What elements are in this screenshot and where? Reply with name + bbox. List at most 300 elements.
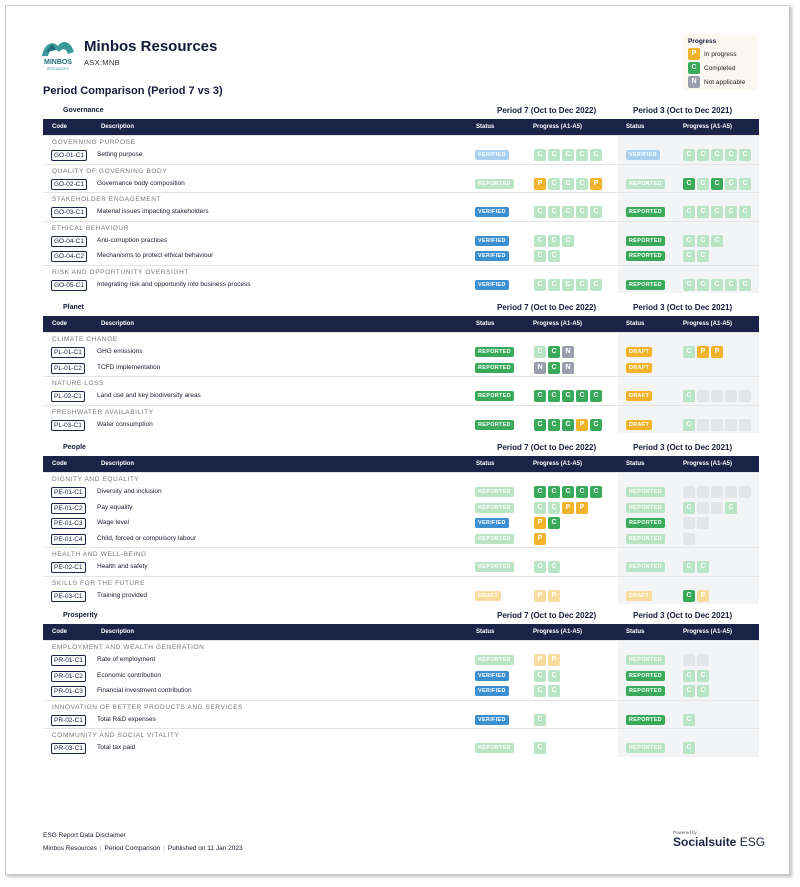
indicator-description: TCFD implementation <box>97 363 161 371</box>
brand-suffix: ESG <box>739 835 766 849</box>
column-header-progress: Progress (A1-A5) <box>533 629 583 635</box>
progress-period7 <box>534 654 562 666</box>
report-title: Period Comparison (Period 7 vs 3) <box>43 85 223 97</box>
footer-company: Minbos Resources <box>43 845 97 852</box>
group-label: HEALTH AND WELL-BEING <box>52 551 147 558</box>
period3-completed-pill: C <box>697 670 709 682</box>
section-people <box>43 442 759 604</box>
table-row[interactable] <box>43 560 759 576</box>
progress-period7 <box>534 502 590 514</box>
section-governance <box>43 105 759 293</box>
period3-completed-pill: C <box>683 390 695 402</box>
period7-completed-pill: C <box>548 235 560 247</box>
status-badge-period3: REPORTED <box>626 503 665 513</box>
period7-in-progress-pill: P <box>534 590 546 602</box>
period7-completed-pill: C <box>576 206 588 218</box>
period7-completed-pill: C <box>576 390 588 402</box>
footer-report: Period Comparison <box>104 845 161 852</box>
status-badge-period7: VERIFIED <box>475 280 509 290</box>
legend-label: Completed <box>704 64 736 72</box>
table-row[interactable] <box>43 669 759 685</box>
period7-completed-pill: C <box>562 279 574 291</box>
progress-period7 <box>534 390 604 402</box>
progress-period7 <box>534 714 548 726</box>
status-badge-period3: DRAFT <box>626 591 652 601</box>
period7-completed-pill: C <box>534 250 546 262</box>
period3-completed-pill: C <box>683 250 695 262</box>
indicator-code[interactable]: PL-01-C2 <box>51 363 85 374</box>
indicator-code[interactable]: PE-03-C1 <box>51 591 86 602</box>
indicator-description: Child, forced or compulsory labour <box>97 534 196 542</box>
group-label: EMPLOYMENT AND WEALTH GENERATION <box>52 644 205 651</box>
period7-completed-pill: C <box>534 670 546 682</box>
period3-completed-pill: C <box>683 502 695 514</box>
status-badge-period3: REPORTED <box>626 236 665 246</box>
progress-period7 <box>534 561 562 573</box>
column-header-row <box>43 456 759 472</box>
period3-empty-pill <box>697 517 709 529</box>
group-label: COMMUNITY AND SOCIAL VITALITY <box>52 732 180 739</box>
period3-empty-pill <box>683 654 695 666</box>
section-head <box>43 302 759 316</box>
period7-completed-pill: C <box>562 419 574 431</box>
period7-label: Period 7 (Oct to Dec 2022) <box>497 611 597 620</box>
period3-empty-pill <box>711 486 723 498</box>
indicator-group <box>43 376 759 405</box>
period7-label: Period 7 (Oct to Dec 2022) <box>497 106 597 115</box>
table-row[interactable] <box>43 418 759 434</box>
table-row[interactable] <box>43 684 759 700</box>
period7-completed-pill: C <box>534 390 546 402</box>
section-body <box>43 135 759 293</box>
indicator-description: Wage level <box>97 519 129 526</box>
table-row[interactable] <box>43 278 759 294</box>
period7-in-progress-pill: P <box>576 419 588 431</box>
indicator-code[interactable]: GO-05-C1 <box>51 280 87 291</box>
period3-empty-pill <box>711 419 723 431</box>
legend-item-not-applicable <box>688 75 752 89</box>
period7-completed-pill: C <box>590 419 602 431</box>
group-label: CLIMATE CHANGE <box>52 336 118 343</box>
column-header-description: Description <box>101 629 135 635</box>
table-row[interactable] <box>43 741 759 757</box>
progress-period3 <box>683 517 711 529</box>
indicator-code[interactable]: GO-02-C1 <box>51 179 87 190</box>
period7-completed-pill: C <box>562 149 574 161</box>
indicator-code[interactable]: PL-02-C1 <box>51 391 85 402</box>
table-row[interactable] <box>43 713 759 729</box>
status-badge-period3: REPORTED <box>626 655 665 665</box>
period7-in-progress-pill: P <box>590 178 602 190</box>
column-header-description: Description <box>101 124 135 130</box>
period7-label: Period 7 (Oct to Dec 2022) <box>497 443 597 452</box>
section-name: Governance <box>63 107 104 114</box>
period7-completed-pill: C <box>562 206 574 218</box>
status-badge-period3: REPORTED <box>626 671 665 681</box>
period7-completed-pill: C <box>548 685 560 697</box>
period3-completed-pill: C <box>697 149 709 161</box>
period3-empty-pill <box>739 486 751 498</box>
progress-period3 <box>683 390 753 402</box>
period7-completed-pill: C <box>590 206 602 218</box>
indicator-description: Water consumption <box>97 420 153 428</box>
period3-empty-pill <box>697 486 709 498</box>
indicator-description: Total tax paid <box>97 744 136 751</box>
legend-item-in-progress <box>688 47 752 61</box>
brand-name: Socialsuite <box>673 835 737 849</box>
group-label: SKILLS FOR THE FUTURE <box>52 579 146 587</box>
table-row[interactable] <box>43 532 759 548</box>
period3-in-progress-pill: P <box>697 590 709 602</box>
period7-not-applicable-pill: N <box>562 362 574 374</box>
progress-period3 <box>683 670 711 682</box>
footer-published: Published on 11 Jan 2023 <box>167 845 243 852</box>
period7-completed-pill: C <box>548 346 560 358</box>
powered-by-label: Powered by <box>673 830 697 835</box>
indicator-code[interactable]: PR-01-C2 <box>51 671 86 682</box>
status-badge-period3: DRAFT <box>626 347 652 357</box>
progress-period7 <box>534 742 548 754</box>
period3-empty-pill <box>711 390 723 402</box>
period3-completed-pill: C <box>739 149 751 161</box>
period3-completed-pill: C <box>683 419 695 431</box>
indicator-description: GHG emissions <box>97 348 143 355</box>
progress-period7 <box>534 149 604 161</box>
column-header-progress: Progress (A1-A5) <box>533 321 583 327</box>
legend-swatch-not-applicable: N <box>688 76 700 88</box>
progress-period3 <box>683 419 753 431</box>
indicator-code[interactable]: GO-04-C1 <box>51 236 87 247</box>
period7-completed-pill: C <box>534 561 546 573</box>
indicator-description: Financial investment contribution <box>97 687 192 694</box>
indicator-group <box>43 164 759 193</box>
progress-period7 <box>534 206 604 218</box>
progress-period7 <box>534 517 562 529</box>
section-head <box>43 610 759 624</box>
period3-completed-pill: C <box>739 206 751 218</box>
period3-completed-pill: C <box>697 685 709 697</box>
period3-completed-pill: C <box>711 235 723 247</box>
period3-in-progress-pill: P <box>711 346 723 358</box>
indicator-code[interactable]: PE-01-C1 <box>51 487 86 498</box>
status-badge-period7: REPORTED <box>475 655 514 665</box>
indicator-description: Training provided <box>97 591 147 599</box>
period7-in-progress-pill: P <box>548 590 560 602</box>
period3-completed-pill: C <box>711 149 723 161</box>
period7-in-progress-pill: P <box>534 178 546 190</box>
indicator-code[interactable]: PR-03-C1 <box>51 743 86 754</box>
column-header-row <box>43 119 759 135</box>
period3-completed-pill: C <box>739 178 751 190</box>
group-label: FRESHWATER AVAILABILITY <box>52 408 154 416</box>
status-badge-period7: REPORTED <box>475 420 514 430</box>
column-header-status: Status <box>476 461 495 467</box>
indicator-description: Setting purpose <box>97 151 143 158</box>
table-row[interactable] <box>43 589 759 605</box>
table-row[interactable] <box>43 361 759 377</box>
indicator-description: Integrating risk and opportunity into business process <box>97 280 251 288</box>
period7-completed-pill: C <box>534 149 546 161</box>
period3-completed-pill: C <box>697 561 709 573</box>
period3-completed-pill: C <box>697 250 709 262</box>
period7-label: Period 7 (Oct to Dec 2022) <box>497 303 597 312</box>
period3-completed-pill: C <box>697 178 709 190</box>
indicator-code[interactable]: PR-02-C1 <box>51 715 86 726</box>
minbos-logo-icon <box>38 32 78 72</box>
column-header-status: Status <box>476 124 495 130</box>
column-header-row <box>43 624 759 640</box>
group-label: DIGNITY AND EQUALITY <box>52 476 140 483</box>
table-row[interactable] <box>43 501 759 517</box>
period3-empty-pill <box>725 419 737 431</box>
svg-text:RESOURCES: RESOURCES <box>46 67 70 71</box>
status-badge-period3: REPORTED <box>626 534 665 544</box>
progress-period7 <box>534 235 576 247</box>
progress-period7 <box>534 419 604 431</box>
period7-completed-pill: C <box>562 235 574 247</box>
period7-completed-pill: C <box>534 502 546 514</box>
period7-completed-pill: C <box>590 149 602 161</box>
period3-completed-pill: C <box>683 561 695 573</box>
indicator-code[interactable]: PE-01-C2 <box>51 503 86 514</box>
indicator-description: Health and safety <box>97 563 148 570</box>
column-header-status: Status <box>626 124 645 130</box>
status-badge-period7: VERIFIED <box>475 715 509 725</box>
status-badge-period7: VERIFIED <box>475 150 509 160</box>
group-label: RISK AND OPPORTUNITY OVERSIGHT <box>52 268 189 276</box>
section-head <box>43 442 759 456</box>
period3-empty-pill <box>697 419 709 431</box>
status-badge-period7: REPORTED <box>475 562 514 572</box>
indicator-group <box>43 728 759 757</box>
period7-completed-pill: C <box>534 279 546 291</box>
section-name: Planet <box>63 304 85 311</box>
table-row[interactable] <box>43 148 759 164</box>
status-badge-period3: VERIFIED <box>626 150 660 160</box>
status-badge-period3: REPORTED <box>626 179 665 189</box>
progress-period3 <box>683 250 711 262</box>
column-header-code: Code <box>52 461 67 467</box>
period3-empty-pill <box>711 502 723 514</box>
progress-period7 <box>534 346 576 358</box>
status-badge-period7: REPORTED <box>475 347 514 357</box>
column-header-progress: Progress (A1-A5) <box>683 629 733 635</box>
period7-in-progress-pill: P <box>534 517 546 529</box>
progress-period3 <box>683 742 697 754</box>
progress-period7 <box>534 670 562 682</box>
progress-period3 <box>683 502 739 514</box>
period3-completed-pill: C <box>725 149 737 161</box>
column-header-progress: Progress (A1-A5) <box>533 124 583 130</box>
status-badge-period3: DRAFT <box>626 420 652 430</box>
period3-empty-pill <box>739 419 751 431</box>
progress-period7 <box>534 685 562 697</box>
legend-swatch-completed: C <box>688 62 700 74</box>
column-header-progress: Progress (A1-A5) <box>683 321 733 327</box>
period3-completed-pill: C <box>683 714 695 726</box>
indicator-group <box>43 640 759 700</box>
period3-empty-pill <box>683 533 695 545</box>
progress-period7 <box>534 178 604 190</box>
status-badge-period3: REPORTED <box>626 207 665 217</box>
column-header-status: Status <box>626 629 645 635</box>
period3-completed-pill: C <box>683 178 695 190</box>
legend-label: In progress <box>704 50 737 58</box>
period3-in-progress-pill: P <box>697 346 709 358</box>
period3-completed-pill: C <box>683 346 695 358</box>
group-label: QUALITY OF GOVERNING BODY <box>52 167 168 175</box>
powered-by-block <box>673 830 765 849</box>
period7-completed-pill: C <box>590 390 602 402</box>
indicator-code[interactable]: PL-03-C1 <box>51 420 85 431</box>
progress-period3 <box>683 235 725 247</box>
period3-completed-pill: C <box>683 670 695 682</box>
period7-completed-pill: C <box>576 486 588 498</box>
indicator-code[interactable]: PE-01-C3 <box>51 518 86 529</box>
progress-period3 <box>683 533 697 545</box>
indicator-code[interactable]: GO-01-C1 <box>51 150 87 161</box>
period7-in-progress-pill: P <box>534 654 546 666</box>
period3-completed-pill: C <box>683 685 695 697</box>
period7-completed-pill: C <box>576 178 588 190</box>
period3-empty-pill <box>683 517 695 529</box>
table-row[interactable] <box>43 653 759 669</box>
indicator-group <box>43 265 759 294</box>
indicator-code[interactable]: PR-01-C1 <box>51 655 86 666</box>
indicator-code[interactable]: GO-04-C2 <box>51 251 87 262</box>
status-badge-period3: REPORTED <box>626 487 665 497</box>
period7-completed-pill: C <box>534 714 546 726</box>
period7-completed-pill: C <box>534 235 546 247</box>
period7-in-progress-pill: P <box>534 533 546 545</box>
period3-completed-pill: C <box>697 279 709 291</box>
indicator-group <box>43 135 759 164</box>
period7-completed-pill: C <box>590 486 602 498</box>
column-header-description: Description <box>101 461 135 467</box>
table-row[interactable] <box>43 249 759 265</box>
period3-label: Period 3 (Oct to Dec 2021) <box>633 303 733 312</box>
status-badge-period7: REPORTED <box>475 487 514 497</box>
report-page <box>5 5 790 875</box>
status-badge-period3: DRAFT <box>626 391 652 401</box>
disclaimer-link[interactable]: ESG Report Data Disclaimer <box>43 832 126 839</box>
period7-completed-pill: C <box>534 206 546 218</box>
period3-completed-pill: C <box>683 235 695 247</box>
progress-period3 <box>683 206 753 218</box>
progress-period3 <box>683 685 711 697</box>
status-badge-period7: VERIFIED <box>475 518 509 528</box>
period7-completed-pill: C <box>534 486 546 498</box>
status-badge-period7: REPORTED <box>475 743 514 753</box>
progress-period3 <box>683 486 753 498</box>
indicator-description: Economic contribution <box>97 671 161 679</box>
indicator-description: Diversity and inclusion <box>97 488 162 495</box>
period7-completed-pill: C <box>548 250 560 262</box>
indicator-code[interactable]: GO-03-C1 <box>51 207 87 218</box>
period7-not-applicable-pill: N <box>534 362 546 374</box>
period3-completed-pill: C <box>697 235 709 247</box>
period3-completed-pill: C <box>683 742 695 754</box>
indicator-group <box>43 405 759 434</box>
progress-period7 <box>534 590 562 602</box>
period3-completed-pill: C <box>697 206 709 218</box>
progress-period3 <box>683 714 697 726</box>
column-header-status: Status <box>476 629 495 635</box>
period7-completed-pill: C <box>534 419 546 431</box>
table-row[interactable] <box>43 389 759 405</box>
period7-completed-pill: C <box>534 346 546 358</box>
period3-empty-pill <box>697 654 709 666</box>
status-badge-period7: VERIFIED <box>475 671 509 681</box>
table-row[interactable] <box>43 345 759 361</box>
indicator-code[interactable]: PR-01-C3 <box>51 686 86 697</box>
indicator-group <box>43 221 759 265</box>
progress-period3 <box>683 346 725 358</box>
period3-empty-pill <box>697 390 709 402</box>
progress-period3 <box>683 561 711 573</box>
period3-completed-pill: C <box>683 590 695 602</box>
indicator-code[interactable]: PE-02-C1 <box>51 562 86 573</box>
progress-period7 <box>534 250 562 262</box>
table-row[interactable] <box>43 205 759 221</box>
legend-title: Progress <box>688 38 717 45</box>
column-header-progress: Progress (A1-A5) <box>683 124 733 130</box>
table-row[interactable] <box>43 485 759 501</box>
status-badge-period3: REPORTED <box>626 518 665 528</box>
period7-in-progress-pill: P <box>576 502 588 514</box>
progress-period7 <box>534 279 604 291</box>
group-label: GOVERNING PURPOSE <box>52 139 136 146</box>
indicator-group <box>43 576 759 605</box>
period3-empty-pill <box>739 390 751 402</box>
period7-completed-pill: C <box>548 178 560 190</box>
status-badge-period3: REPORTED <box>626 686 665 696</box>
period3-label: Period 3 (Oct to Dec 2021) <box>633 443 733 452</box>
company-ticker: ASX:MNB <box>84 58 120 67</box>
section-body <box>43 332 759 433</box>
period7-completed-pill: C <box>548 149 560 161</box>
indicator-group <box>43 472 759 547</box>
period3-completed-pill: C <box>739 279 751 291</box>
legend-item-completed <box>688 61 752 75</box>
progress-period7 <box>534 533 548 545</box>
svg-text:MINBOS: MINBOS <box>44 59 72 66</box>
period7-completed-pill: C <box>562 178 574 190</box>
period3-completed-pill: C <box>711 206 723 218</box>
progress-period3 <box>683 654 711 666</box>
progress-legend <box>682 34 758 90</box>
indicator-code[interactable]: PE-01-C4 <box>51 534 86 545</box>
period3-completed-pill: C <box>683 206 695 218</box>
table-row[interactable] <box>43 516 759 532</box>
indicator-description: Land use and key biodiversity areas <box>97 392 201 399</box>
column-header-row <box>43 316 759 332</box>
indicator-code[interactable]: PL-01-C1 <box>51 347 85 358</box>
column-header-description: Description <box>101 321 135 327</box>
progress-period3 <box>683 178 753 190</box>
legend-label: Not applicable <box>704 78 746 86</box>
period7-completed-pill: C <box>548 206 560 218</box>
table-row[interactable] <box>43 177 759 193</box>
period7-not-applicable-pill: N <box>562 346 574 358</box>
progress-period7 <box>534 362 576 374</box>
indicator-group <box>43 700 759 729</box>
period3-completed-pill: C <box>711 279 723 291</box>
column-header-status: Status <box>476 321 495 327</box>
indicator-group <box>43 547 759 576</box>
table-row[interactable] <box>43 234 759 250</box>
column-header-code: Code <box>52 321 67 327</box>
